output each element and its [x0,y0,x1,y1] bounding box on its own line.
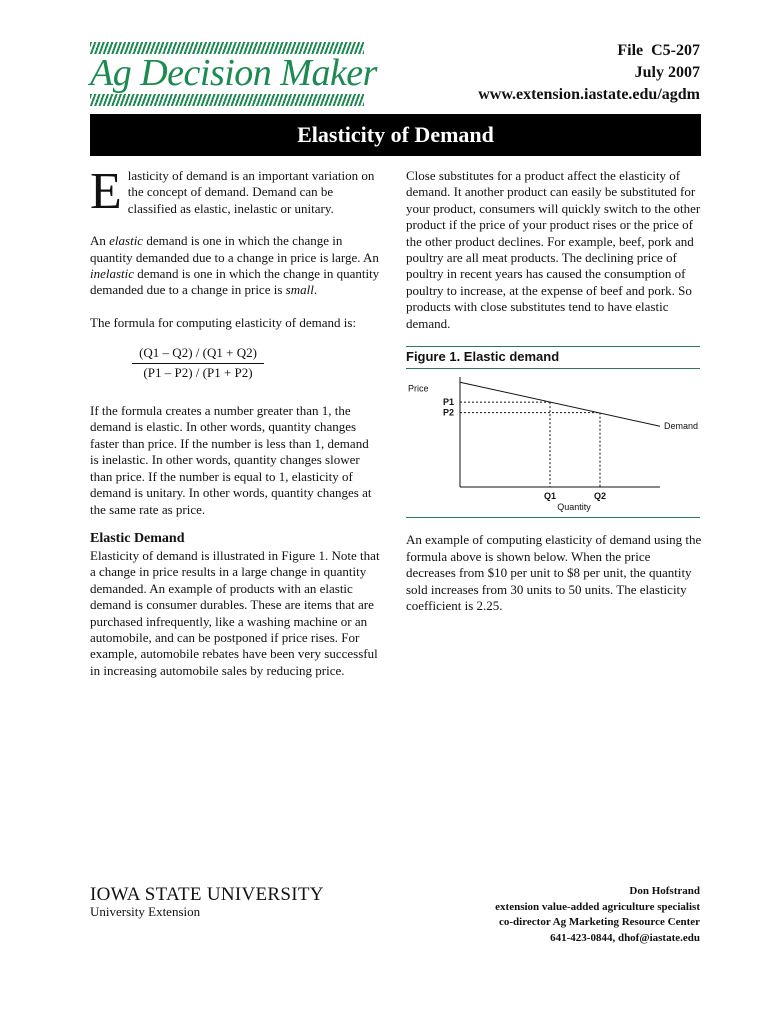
y-tick-label-P2: P2 [442,408,454,419]
university-name: IOWA STATE UNIVERSITY [90,884,324,905]
author-role: co-director Ag Marketing Resource Center [499,916,700,928]
substitutes-paragraph: Close substitutes for a product affect the elasticity of demand. It another product can easily be substituted for your product, consumers will quickly switch to the other product if the price of your product rises or the price of the other product declines. For example, beef, pork and poultry are all meat products. The declining price of poultry in recent years has caused the consumption of poultry to increase, at the expense of beef and pork. So products with close substitutes tend to have elastic demand. [406,168,701,331]
iowa-state-logo [90,884,324,920]
elastic-definition [90,233,380,299]
figure-1 [406,346,700,518]
figure-caption: Figure 1. Elastic demand [406,349,560,365]
logo-pattern-bottom [90,94,364,106]
term-inelastic: inelastic [90,266,135,282]
term-small: small [285,282,314,298]
x-tick-label-Q2: Q2 [593,491,607,502]
x-axis-label: Quantity [557,502,591,513]
page-title: Elasticity of Demand [90,114,701,156]
term-elastic: elastic [109,233,144,249]
text-run: . [313,282,318,298]
file-number: File C5-207 [617,42,700,59]
author-name: Don Hofstrand [629,885,700,897]
formula-denominator: (P1 – P2) / (P1 + P2) [143,364,253,380]
text-run: demand is one in which the change in quantity demanded due to a change in price is [90,266,380,298]
text-run: demand is one in which the change in quantity demanded due to a change in price is large. An [90,233,379,265]
logo-text: Ag Decision Maker [90,52,377,94]
author-block [495,884,700,946]
author-title: extension value-added agriculture specialist [495,900,700,913]
file-info [478,40,700,106]
right-column [406,168,702,615]
author-contact[interactable]: 641-423-0844, dhof@iastate.edu [550,931,700,944]
demand-line [460,383,660,427]
y-axis-label: Price [408,384,429,395]
file-date: July 2007 [634,64,700,81]
elastic-demand-paragraph: Elasticity of demand is illustrated in Figure 1. Note that a change in price results in a large change in quantity demanded. An example of products with an elastic demand is consumer durables. These are items that are purchased infrequently, like a washing machine or an automobile, and can be postponed if price rises. For example, automobile rebates have been very successful in increasing automobile sales by reducing price. [90,547,380,678]
x-tick-label-Q1: Q1 [543,491,557,502]
text-run: An [90,233,110,249]
section-heading-elastic-demand: Elastic Demand [90,530,185,546]
left-column [90,163,380,679]
university-unit: University Extension [90,904,201,919]
website-link[interactable]: www.extension.iastate.edu/agdm [478,86,700,103]
elasticity-formula [132,345,264,381]
drop-cap: E [90,163,122,220]
demand-line-label: Demand [664,421,699,432]
demand-chart [406,369,700,517]
intro-text: lasticity of demand is an important variation on the concept of demand. Demand can be classified as elastic, inelastic or unitary. [127,168,375,216]
demand-chart-svg [406,369,700,517]
intro-paragraph [90,163,380,220]
y-tick-label-P1: P1 [442,397,454,408]
formula-interpretation: If the formula creates a number greater than 1, the demand is elastic. In other words, quantity changes faster than price. If the number is less than 1, demand is inelastic. In other words, quantity changes slower than price. If the number is equal to 1, elasticity of demand is unitary. In other words, quantity changes at the same rate as price. [90,403,372,517]
formula-intro: The formula for computing elasticity of demand is: [90,314,357,330]
ag-decision-maker-logo [90,42,377,104]
example-paragraph: An example of computing elasticity of demand using the formula above is shown below. When the price decreases from $10 per unit to $8 per unit, the quantity sold increases from 30 units to 50 units. The elasticity coefficient is 2.25. [406,532,702,614]
formula-numerator: (Q1 – Q2) / (Q1 + Q2) [132,345,264,363]
